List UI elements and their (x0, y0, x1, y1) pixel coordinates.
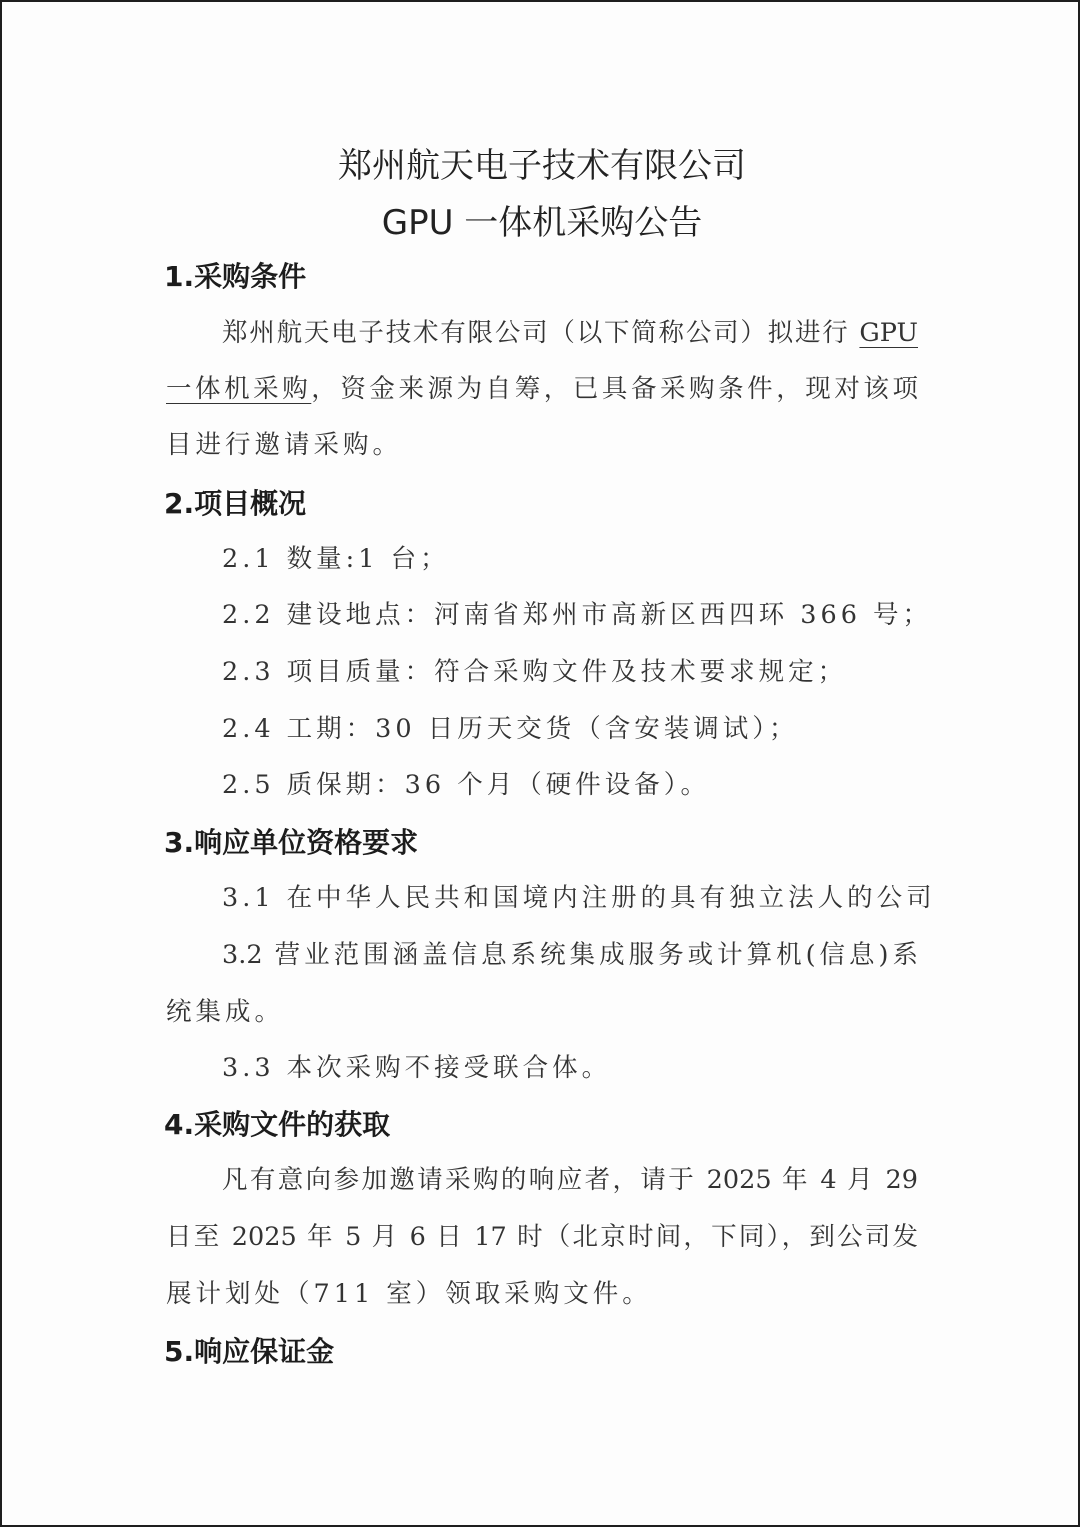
list-item: 2.2 建设地点：河南省郑州市高新区西四环 366 号； (222, 600, 933, 630)
section-heading-2: 2.项目概况 (164, 487, 307, 520)
list-item: 3.3 本次采购不接受联合体。 (222, 1053, 612, 1083)
paragraph-line: 展计划处（711 室）领取采购文件。 (166, 1279, 652, 1309)
list-item-continued: 统集成。 (166, 997, 285, 1027)
paragraph-line: 目进行邀请采购。 (166, 430, 403, 460)
section-heading-4: 4.采购文件的获取 (164, 1108, 391, 1141)
list-item: 2.5 质保期：36 个月（硬件设备）。 (222, 770, 710, 800)
section-heading-1: 1.采购条件 (164, 260, 307, 293)
list-item: 3.1 在中华人民共和国境内注册的具有独立法人的公司 (222, 883, 936, 913)
list-item: 2.3 项目质量：符合采购文件及技术要求规定； (222, 657, 848, 687)
paragraph-line: 一体机采购，资金来源为自筹，已具备采购条件，现对该项 (166, 374, 918, 404)
paragraph-line: 日至 2025 年 5 月 6 日 17 时（北京时间，下同），到公司发 (166, 1222, 918, 1252)
list-item: 2.4 工期：30 日历天交货（含安装调试）； (222, 714, 799, 744)
list-item: 2.1 数量:1 台； (222, 544, 450, 574)
paragraph-line: 郑州航天电子技术有限公司（以下简称公司）拟进行 GPU (222, 318, 918, 348)
section-heading-3: 3.响应单位资格要求 (164, 826, 419, 859)
notice-title: GPU 一体机采购公告 (381, 203, 703, 243)
paragraph-line: 凡有意向参加邀请采购的响应者，请于 2025 年 4 月 29 (222, 1165, 918, 1195)
company-title: 郑州航天电子技术有限公司 (338, 146, 746, 186)
list-item: 3.2 营业范围涵盖信息系统集成服务或计算机(信息)系 (222, 940, 918, 970)
section-heading-5: 5.响应保证金 (164, 1335, 335, 1368)
